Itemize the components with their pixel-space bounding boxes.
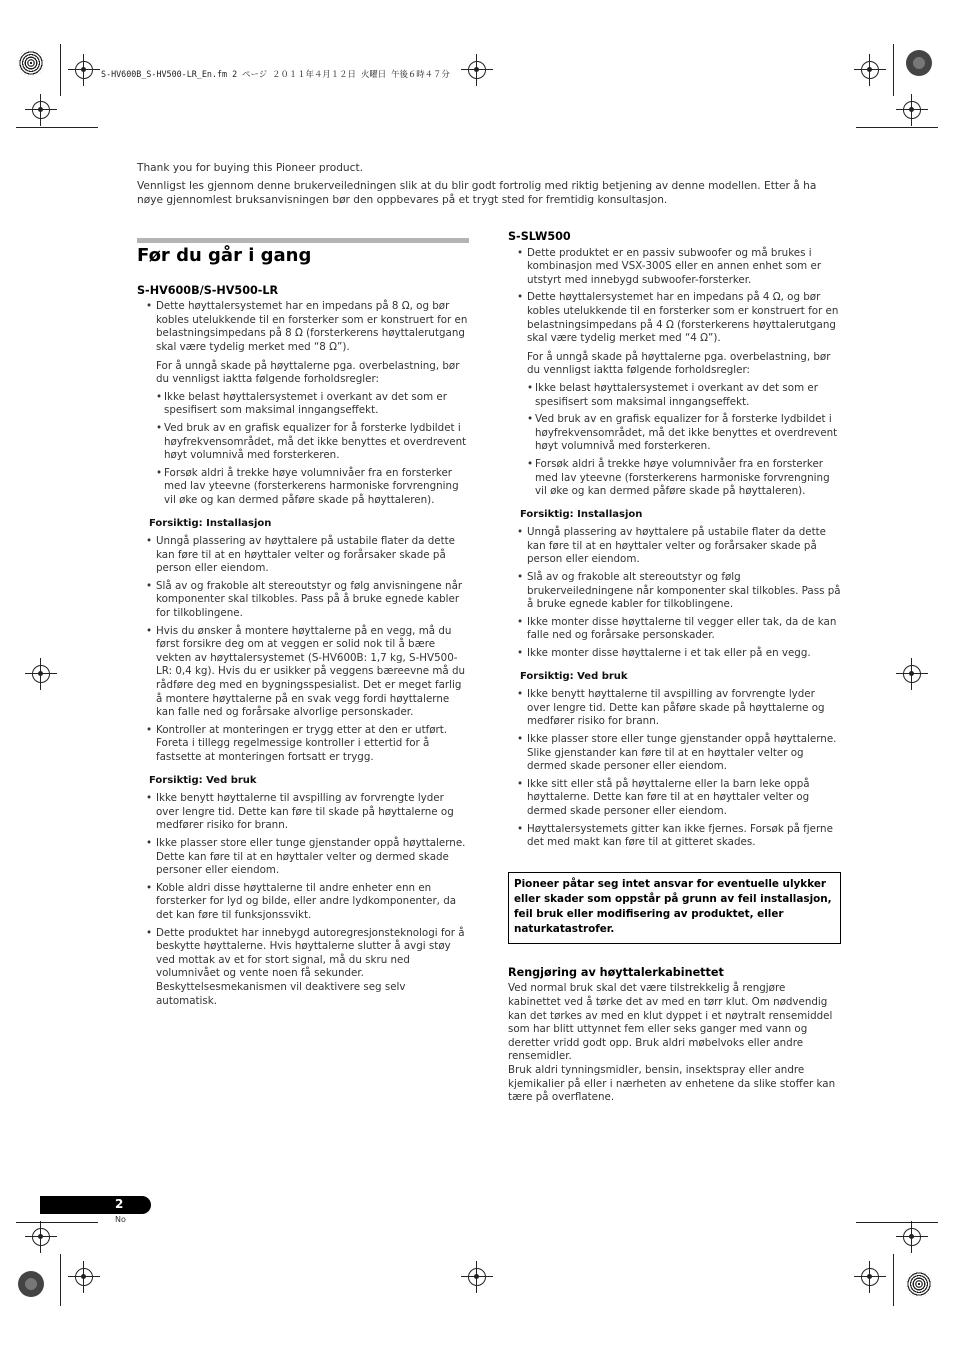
cleaning-text: Ved normal bruk skal det være tilstrekkelig å rengjøre kabinettet ved å tørke det av med en tørr klut. Om nødvendig kan det tørkes av med en klut dyppet i et nøytralt rensemiddel som har blitt uttynnet fem eller seks ganger med vann og deretter vridd godt opp. Bruk aldri møbelvoks eller andre rensemidler.	[508, 982, 833, 1063]
cleaning-heading: Rengjøring av høyttalerkabinettet	[508, 965, 724, 979]
list-item: • Ikke plasser store eller tunge gjenstander oppå høyttalerne. Dette kan føre til at en høyttaler velter og dermed skade personer eller eiendom.	[137, 837, 469, 878]
list-item: • Ikke monter disse høyttalerne til vegger eller tak, da de kan falle ned og forårsake personskader.	[508, 616, 841, 643]
crop-line	[60, 44, 61, 96]
section-title: Før du går i gang	[137, 245, 312, 266]
list-item: • Ikke sitt eller stå på høyttalerne eller la barn leke oppå høyttalerne. Dette kan føre til at en høyttaler velter og dermed skade personer eller eiendom.	[508, 778, 841, 819]
crop-line	[893, 1254, 894, 1306]
crop-line	[60, 1254, 61, 1306]
list-item: • Unngå plassering av høyttalere på ustabile flater da dette kan føre til at en høyttaler velter og forårsaker skade på person eller eiendom.	[508, 526, 841, 567]
language-code: No	[115, 1215, 126, 1224]
crop-mark-icon	[468, 1268, 486, 1286]
crop-line	[893, 44, 894, 96]
list-item: • Forsøk aldri å trekke høye volumnivåer fra en forsterker med lav yteevne (forsterkerens harmoniske forvrengning vil øke og kan dermed påføre skade på høyttaleren).	[156, 467, 469, 508]
install-heading: Forsiktig: Installasjon	[520, 508, 643, 520]
precaution-note: For å unngå skade på høyttalerne pga. overbelastning, bør du vennligst iaktta følgende forholdsregler:	[527, 350, 831, 377]
list-item: • Ikke benytt høyttalerne til avspilling av forvrengte lyder over lengre tid. Dette kan føre til skade på høyttalerne og medfører risiko for brann.	[137, 792, 469, 833]
crop-mark-icon	[32, 1228, 50, 1246]
section-rule	[137, 238, 469, 243]
page-number: 2	[115, 1197, 124, 1211]
use-heading: Forsiktig: Ved bruk	[149, 774, 257, 786]
install-list	[137, 535, 469, 765]
impedance-list	[137, 300, 469, 507]
cleaning-section	[508, 966, 841, 1105]
list-item: • Ved bruk av en grafisk equalizer for å forsterke lydbildet i høyfrekvensområdet, må det ikke benyttes et overdrevent høyt volumnivå med forsterkeren.	[156, 422, 469, 463]
page-number-tab	[40, 1196, 151, 1214]
list-item: • Hvis du ønsker å montere høyttalerne på en vegg, må du først forsikre deg om at veggen er solid nok til å bære vekten av høyttalersystemet (S-HV600B: 1,7 kg, S-HV500-LR: 0,4 kg). Hvis du er usikker på veggens bæreevne må du rådføre deg med en bygningsspesialist. Det er meget farlig å montere høyttalerne på en svak vegg fordi høyttalerne kan falle ned og forårsake alvorlige personskader.	[137, 625, 469, 720]
list-item: • Ikke belast høyttalersystemet i overkant av det som er spesifisert som maksimal inngangseffekt.	[156, 391, 469, 418]
registration-target-icon	[906, 50, 932, 76]
file-info-line: S-HV600B_S-HV500-LR_En.fm 2 ページ ２０１１年４月１２日 火曜日 午後６時４７分	[101, 69, 450, 79]
use-heading: Forsiktig: Ved bruk	[520, 670, 628, 682]
crop-mark-icon	[861, 61, 879, 79]
list-item: • Dette produktet har innebygd autoregresjonsteknologi for å beskytte høyttalerne. Hvis høyttalerne slutter å avgi støy ved mottak av et for stort signal, må du skru ned volumnivået og vente noen få sekunder. Beskyttelsesmekanismen vil deaktivere seg selv automatisk.	[137, 927, 469, 1009]
model-heading: S-SLW500	[508, 230, 571, 243]
list-item: • Ikke plasser store eller tunge gjenstander oppå høyttalerne. Slike gjenstander kan føre til at en høyttaler velter og dermed skade personer eller eiendom.	[508, 733, 841, 774]
left-column	[137, 238, 469, 1012]
crop-line	[16, 1222, 98, 1223]
use-list	[137, 792, 469, 1008]
use-list	[508, 688, 841, 850]
list-item: • Dette høyttalersystemet har en impedans på 4 Ω, og bør kobles utelukkende til en forsterker som er konstruert for en belastningsimpedans på 4 Ω (forsterkerens høyttalerutgang skal være tydelig merket med “4 Ω”). For å unngå skade på høyttalerne pga. overbelastning, bør du vennligst iaktta følgende forholdsregler: • Ikke belast høyttalersystemet i overkant av det som er spesifisert som maksimal inngangseffekt. • Ved bruk av en grafisk equalizer for å forsterke lydbildet i høyfrekvensområdet, må det ikke benyttes et overdrevent høyt volumnivå med forsterkeren. • Forsøk aldri å trekke høye volumnivåer fra en forsterker med lav yteevne (forsterkerens harmoniske forvrengning vil øke og kan dermed påføre skade på høyttaleren).	[508, 291, 841, 498]
list-item: • Ved bruk av en grafisk equalizer for å forsterke lydbildet i høyfrekvensområdet, må det ikke benyttes et overdrevent høyt volumnivå med forsterkeren.	[527, 413, 841, 454]
crop-line	[16, 127, 98, 128]
crop-mark-icon	[903, 101, 921, 119]
crop-mark-icon	[861, 1268, 879, 1286]
intro-thanks: Thank you for buying this Pioneer product.	[137, 162, 363, 174]
cleaning-text: Bruk aldri tynningsmidler, bensin, insektspray eller andre kjemikalier på eller i nærheten av enhetene da slike stoffer kan tære på overflatene.	[508, 1063, 836, 1104]
precaution-sublist	[156, 391, 469, 508]
list-item: • Unngå plassering av høyttalere på ustabile flater da dette kan føre til at en høyttaler velter og forårsaker skade på person eller eiendom.	[137, 535, 469, 576]
crop-mark-icon	[903, 665, 921, 683]
list-item: • Slå av og frakoble alt stereoutstyr og følg brukerveiledningene når komponenter skal tilkobles. Pass på å bruke egnede kabler for tilkoblingene.	[508, 571, 841, 612]
registration-target-icon	[18, 1271, 44, 1297]
precaution-note: For å unngå skade på høyttalerne pga. overbelastning, bør du vennligst iaktta følgende forholdsregler:	[156, 359, 460, 386]
list-item: • Høyttalersystemets gitter kan ikke fjernes. Forsøk på fjerne det med makt kan føre til at gitteret skades.	[508, 823, 841, 850]
crop-mark-icon	[75, 1268, 93, 1286]
intro-text: Vennligst les gjennom denne brukerveiledningen slik at du blir godt fortrolig med riktig betjening av denne modellen. Etter å ha nøye gjennomlest bruksanvisningen bør den oppbevares på et trygt sted for fremtidig konsultasjon.	[137, 180, 817, 206]
crop-mark-icon	[32, 101, 50, 119]
crop-line	[856, 127, 938, 128]
list-item: • Ikke belast høyttalersystemet i overkant av det som er spesifisert som maksimal inngangseffekt.	[527, 382, 841, 409]
list-item: • Dette høyttalersystemet har en impedans på 8 Ω, og bør kobles utelukkende til en forsterker som er konstruert for en belastningsimpedans på 8 Ω (forsterkerens høyttalerutgang skal være tydelig merket med “8 Ω”). For å unngå skade på høyttalerne pga. overbelastning, bør du vennligst iaktta følgende forholdsregler: • Ikke belast høyttalersystemet i overkant av det som er spesifisert som maksimal inngangseffekt. • Ved bruk av en grafisk equalizer for å forsterke lydbildet i høyfrekvensområdet, må det ikke benyttes et overdrevent høyt volumnivå med forsterkeren. • Forsøk aldri å trekke høye volumnivåer fra en forsterker med lav yteevne (forsterkerens harmoniske forvrengning vil øke og kan dermed påføre skade på høyttaleren).	[137, 300, 469, 507]
right-column	[508, 230, 841, 1105]
crop-mark-icon	[903, 1228, 921, 1246]
crop-mark-icon	[468, 61, 486, 79]
registration-target-icon	[18, 50, 44, 76]
precaution-sublist	[527, 382, 841, 499]
list-item: • Koble aldri disse høyttalerne til andre enheter enn en forsterker for lyd og bilde, eller andre lydkomponenter, da det kan føre til funksjonssvikt.	[137, 882, 469, 923]
list-item: • Slå av og frakoble alt stereoutstyr og følg anvisningene når komponenter skal tilkobles. Pass på å bruke egnede kabler for tilkoblingene.	[137, 580, 469, 621]
list-item: • Ikke benytt høyttalerne til avspilling av forvrengte lyder over lengre tid. Dette kan påføre skade på høyttalerne og medfører risiko for brann.	[508, 688, 841, 729]
list-item: • Ikke monter disse høyttalerne i et tak eller på en vegg.	[508, 647, 841, 661]
crop-mark-icon	[32, 665, 50, 683]
install-list	[508, 526, 841, 660]
install-heading: Forsiktig: Installasjon	[149, 517, 272, 529]
model-heading: S-HV600B/S-HV500-LR	[137, 283, 279, 297]
impedance-list	[508, 247, 841, 499]
list-item: • Dette produktet er en passiv subwoofer og må brukes i kombinasjon med VSX-300S eller en annen enhet som er utstyrt med innebygd subwoofer-forsterker.	[508, 247, 841, 288]
crop-mark-icon	[75, 61, 93, 79]
list-item: • Forsøk aldri å trekke høye volumnivåer fra en forsterker med lav yteevne (forsterkerens harmoniske forvrengning vil øke og kan dermed påføre skade på høyttaleren).	[527, 458, 841, 499]
disclaimer-box: Pioneer påtar seg intet ansvar for eventuelle ulykker eller skader som oppstår på grunn av feil installasjon, feil bruk eller modifisering av produktet, eller naturkatastrofer.	[508, 872, 841, 944]
list-item: • Kontroller at monteringen er trygg etter at den er utført. Foreta i tillegg regelmessige kontroller i ettertid for å fastsette at monteringen fortsatt er trygg.	[137, 724, 469, 765]
registration-target-icon	[906, 1271, 932, 1297]
intro	[137, 161, 817, 211]
crop-line	[856, 1222, 938, 1223]
